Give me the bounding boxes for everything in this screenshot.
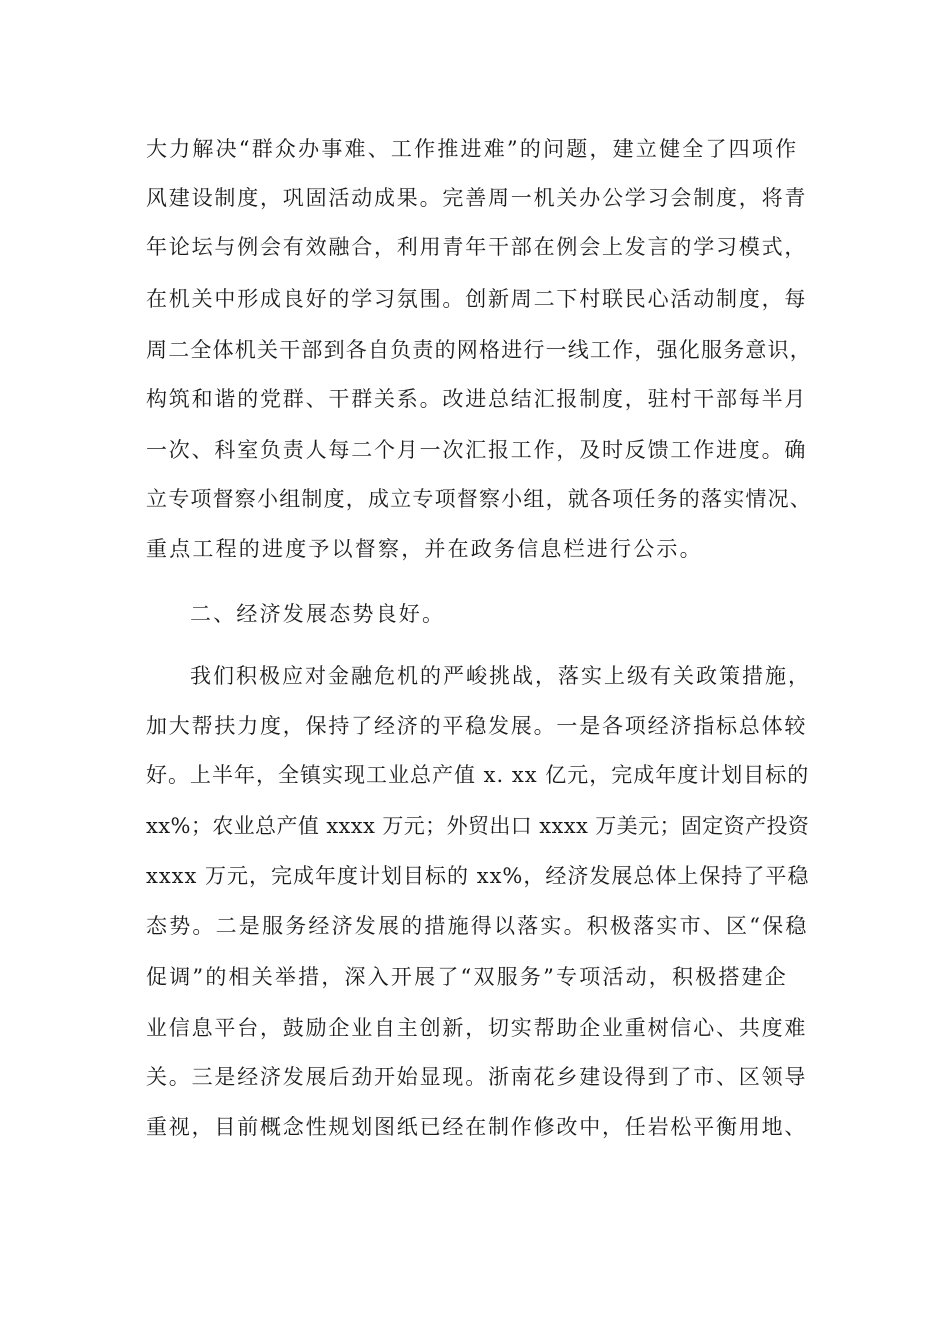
- body-text-line: 好。上半年，全镇实现工业总产值 x. xx 亿元，完成年度计划目标的: [146, 763, 810, 787]
- section-heading: 二、经济发展态势良好。: [190, 602, 446, 626]
- body-text-line: 构筑和谐的党群、干群关系。改进总结汇报制度，驻村干部每半月: [146, 387, 808, 411]
- body-text-line: 一次、科室负责人每二个月一次汇报工作，及时反馈工作进度。确: [146, 438, 808, 462]
- body-text-line: 态势。二是服务经济发展的措施得以落实。积极落实市、区“保稳: [146, 914, 809, 938]
- body-text-line: 业信息平台，鼓励企业自主创新，切实帮助企业重树信心、共度难: [146, 1016, 808, 1040]
- body-text-line: xxxx 万元，完成年度计划目标的 xx%，经济发展总体上保持了平稳: [146, 864, 810, 888]
- body-text-line: xx%；农业总产值 xxxx 万元；外贸出口 xxxx 万美元；固定资产投资: [146, 814, 810, 838]
- body-text-line: 年论坛与例会有效融合，利用青年干部在例会上发言的学习模式，: [146, 235, 808, 259]
- body-text-line: 关。三是经济发展后劲开始显现。浙南花乡建设得到了市、区领导: [146, 1065, 808, 1089]
- body-text-line: 风建设制度，巩固活动成果。完善周一机关办公学习会制度，将青: [146, 186, 808, 210]
- body-text-line: 在机关中形成良好的学习氛围。创新周二下村联民心活动制度，每: [146, 287, 808, 311]
- body-text-line: 周二全体机关干部到各自负责的网格进行一线工作，强化服务意识，: [146, 338, 812, 362]
- body-text-line: 加大帮扶力度，保持了经济的平稳发展。一是各项经济指标总体较: [146, 714, 808, 738]
- body-text-line: 大力解决“群众办事难、工作推进难”的问题，建立健全了四项作: [146, 137, 799, 161]
- body-text-line: 促调”的相关举措，深入开展了“双服务”专项活动，积极搭建企: [146, 965, 789, 989]
- body-text-line: 重点工程的进度予以督察，并在政务信息栏进行公示。: [146, 537, 703, 561]
- paragraph-first-line: 我们积极应对金融危机的严峻挑战，落实上级有关政策措施，: [190, 664, 811, 688]
- body-text-line: 重视，目前概念性规划图纸已经在制作修改中，任岩松平衡用地、: [146, 1115, 808, 1139]
- body-text-line: 立专项督察小组制度，成立专项督察小组，就各项任务的落实情况、: [146, 487, 812, 511]
